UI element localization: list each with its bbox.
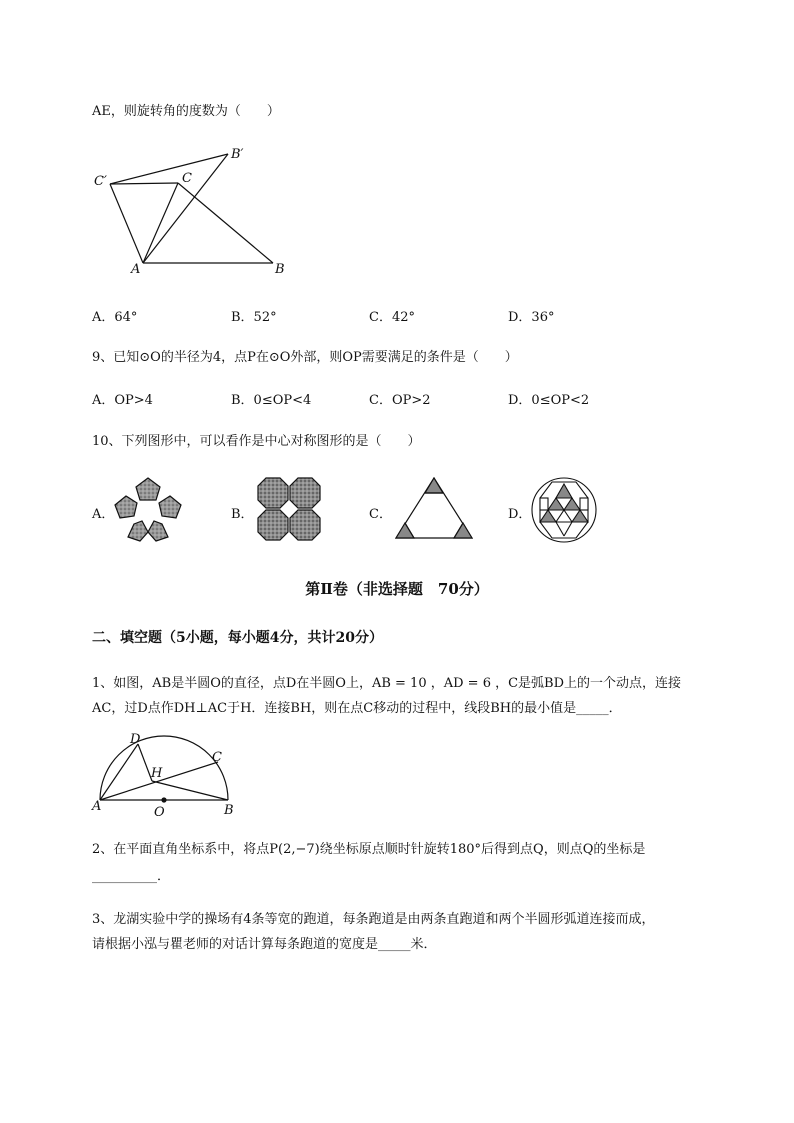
q8-option-b[interactable]: B．52° bbox=[231, 310, 277, 325]
q8-option-c[interactable]: C．42° bbox=[369, 310, 415, 325]
q10-figure-triangle[interactable] bbox=[394, 476, 474, 540]
section2-heading: 二、填空题（5小题，每小题4分，共计20分） bbox=[92, 630, 383, 646]
label-a: A bbox=[131, 262, 141, 277]
label-c: C bbox=[212, 750, 222, 765]
label-d: D bbox=[130, 732, 141, 747]
q10-stem: 10、下列图形中，可以看作是中心对称图形的是（ ） bbox=[92, 434, 421, 449]
label-c-prime: C′ bbox=[94, 174, 107, 189]
q9-option-d[interactable]: D．0≤OP<2 bbox=[508, 393, 590, 408]
f1-semicircle-figure bbox=[90, 730, 240, 820]
f3-stem-line1: 3、龙湖实验中学的操场有4条等宽的跑道，每条跑道是由两条直跑道和两个半圆形弧道连接而成， bbox=[92, 912, 655, 927]
f2-stem-line1: 2、在平面直角坐标系中，将点P(2,−7)绕坐标原点顺时针旋转180°后得到点Q，则点Q的坐标是 bbox=[92, 842, 646, 857]
q9-option-b[interactable]: B．0≤OP<4 bbox=[231, 393, 312, 408]
q8-option-d[interactable]: D．36° bbox=[508, 310, 555, 325]
q9-stem: 9、已知⊙O的半径为4，点P在⊙O外部，则OP需要满足的条件是（ ） bbox=[92, 350, 518, 365]
q9-option-a[interactable]: A．OP>4 bbox=[92, 393, 153, 408]
q10-option-c-label[interactable]: C． bbox=[369, 507, 392, 522]
f1-stem-line1: 1、如图，AB是半圆O的直径，点D在半圆O上，AB = 10 ，AD = 6 ，C是弧BD上的一个动点，连接 bbox=[92, 676, 682, 691]
q9-option-c[interactable]: C．OP>2 bbox=[369, 393, 431, 408]
f1-stem-line2: AC，过D点作DH⊥AC于H．连接BH，则在点C移动的过程中，线段BH的最小值是_____． bbox=[92, 701, 622, 716]
q10-option-a-label[interactable]: A． bbox=[92, 507, 115, 522]
f2-answer-blank[interactable]: __________． bbox=[92, 869, 171, 884]
q8-stem-tail: AE，则旋转角的度数为（ ） bbox=[92, 104, 280, 119]
label-h: H bbox=[151, 766, 163, 781]
q10-figure-octagons[interactable] bbox=[256, 476, 322, 542]
q10-figure-circle-pattern[interactable] bbox=[530, 476, 598, 544]
label-b: B bbox=[224, 803, 234, 818]
q10-figure-pentagons[interactable] bbox=[112, 476, 184, 542]
q10-option-d-label[interactable]: D． bbox=[508, 507, 532, 522]
q8-rotation-figure bbox=[88, 140, 308, 280]
f3-stem-line2: 请根据小泓与瞿老师的对话计算每条跑道的宽度是_____米． bbox=[92, 937, 437, 952]
label-c: C bbox=[182, 171, 192, 186]
label-a: A bbox=[92, 799, 102, 814]
label-b: B bbox=[275, 262, 285, 277]
q10-option-b-label[interactable]: B． bbox=[231, 507, 254, 522]
part2-title: 第Ⅱ卷（非选择题 70分） bbox=[305, 580, 489, 598]
q8-option-a[interactable]: A．64° bbox=[92, 310, 138, 325]
label-o: O bbox=[154, 805, 165, 820]
label-b-prime: B′ bbox=[231, 147, 244, 162]
